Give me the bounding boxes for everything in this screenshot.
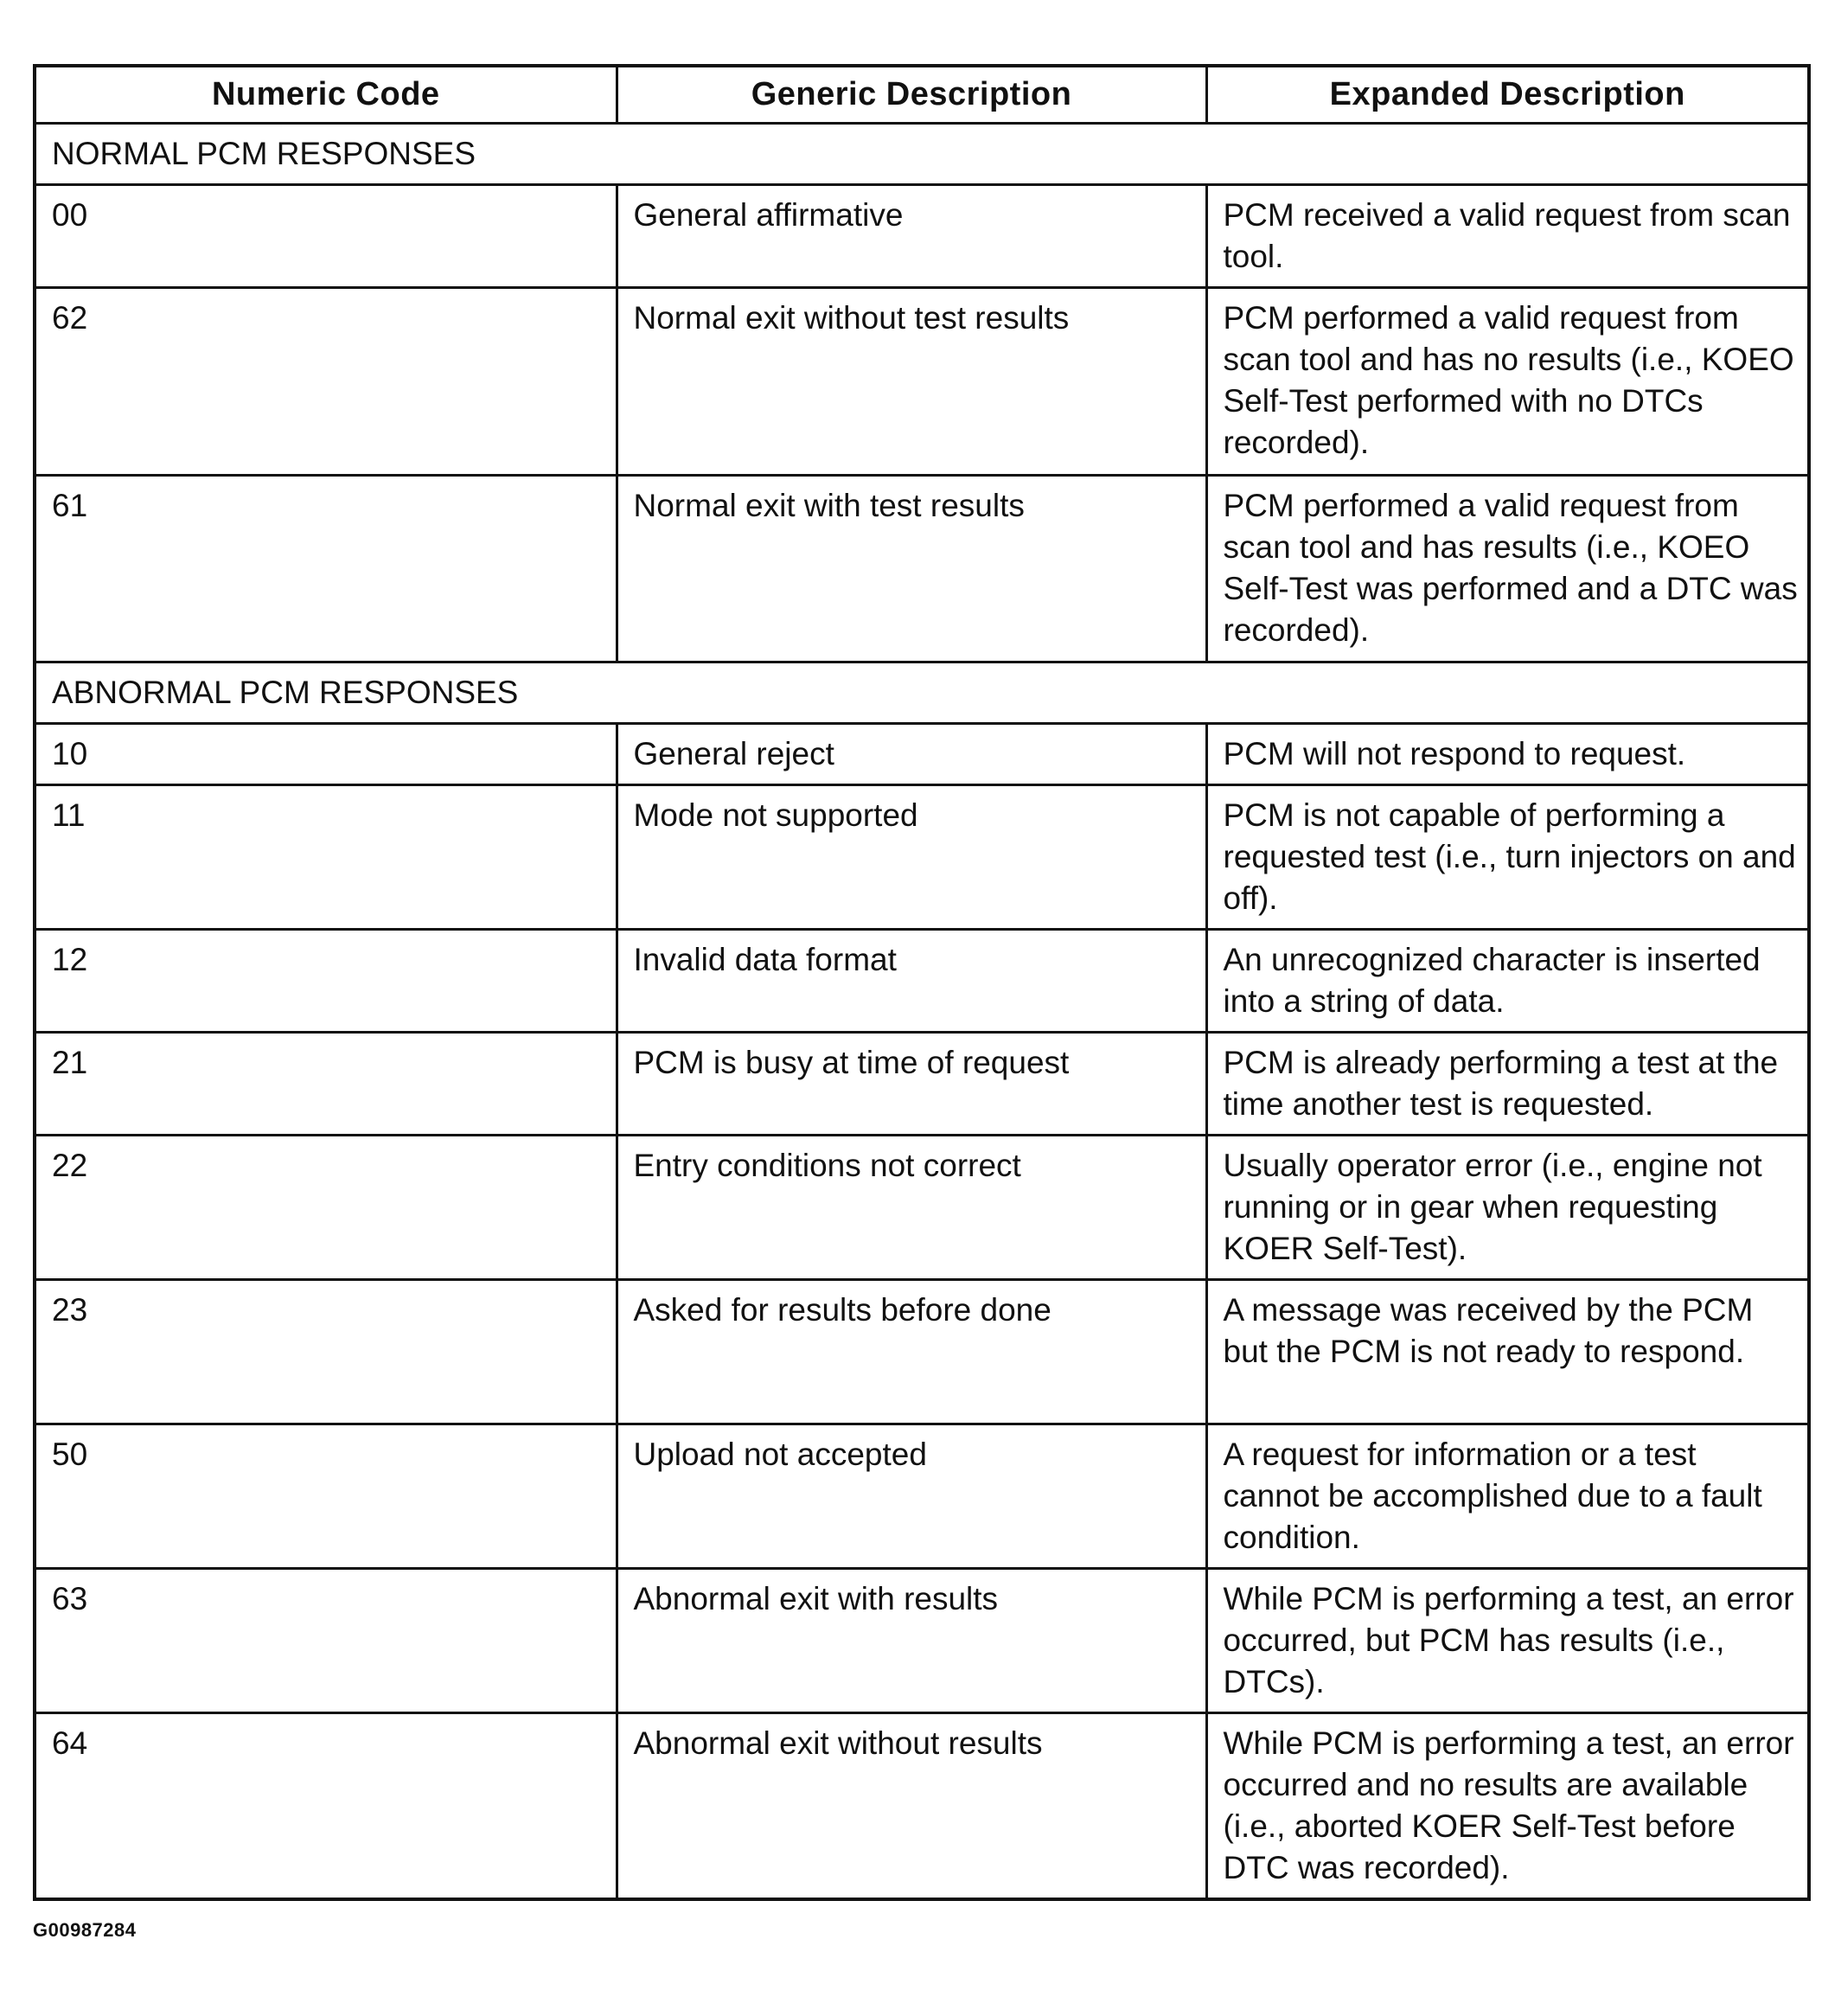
section-title-abnormal: ABNORMAL PCM RESPONSES	[35, 662, 1809, 724]
table-row	[35, 785, 1809, 930]
generic-description-cell: Abnormal exit with results	[617, 1569, 1206, 1713]
generic-description-cell: Upload not accepted	[617, 1424, 1206, 1569]
code-cell: 11	[35, 785, 617, 930]
code-cell: 00	[35, 185, 617, 288]
section-row-abnormal	[35, 662, 1809, 724]
response-code-table-container	[33, 64, 1807, 1901]
table-row	[35, 1280, 1809, 1424]
generic-description-cell: General reject	[617, 724, 1206, 785]
expanded-description-cell: PCM performed a valid request from scan tool and has results (i.e., KOEO Self-Test was performed and a DTC was recorded).	[1206, 476, 1809, 662]
code-cell: 22	[35, 1136, 617, 1280]
generic-description-cell: Asked for results before done	[617, 1280, 1206, 1424]
code-cell: 61	[35, 476, 617, 662]
table-row	[35, 1713, 1809, 1900]
table-row	[35, 724, 1809, 785]
header-expanded-description: Expanded Description	[1206, 66, 1809, 124]
expanded-description-cell: PCM performed a valid request from scan tool and has no results (i.e., KOEO Self-Test performed with no DTCs recorded).	[1206, 288, 1809, 476]
table-row	[35, 930, 1809, 1033]
table-row	[35, 185, 1809, 288]
table-row	[35, 1569, 1809, 1713]
generic-description-cell: Mode not supported	[617, 785, 1206, 930]
table-row	[35, 1424, 1809, 1569]
expanded-description-cell: An unrecognized character is inserted into a string of data.	[1206, 930, 1809, 1033]
table-row	[35, 288, 1809, 476]
generic-description-cell: General affirmative	[617, 185, 1206, 288]
generic-description-cell: Normal exit with test results	[617, 476, 1206, 662]
code-cell: 21	[35, 1033, 617, 1136]
generic-description-cell: Invalid data format	[617, 930, 1206, 1033]
expanded-description-cell: While PCM is performing a test, an error occurred, but PCM has results (i.e., DTCs).	[1206, 1569, 1809, 1713]
expanded-description-cell: PCM is already performing a test at the time another test is requested.	[1206, 1033, 1809, 1136]
table-header-row	[35, 66, 1809, 124]
generic-description-cell: Abnormal exit without results	[617, 1713, 1206, 1900]
expanded-description-cell: Usually operator error (i.e., engine not running or in gear when requesting KOER Self-Test).	[1206, 1136, 1809, 1280]
expanded-description-cell: PCM will not respond to request.	[1206, 724, 1809, 785]
code-cell: 10	[35, 724, 617, 785]
table-row	[35, 1136, 1809, 1280]
expanded-description-cell: PCM received a valid request from scan tool.	[1206, 185, 1809, 288]
table-row	[35, 1033, 1809, 1136]
table-row	[35, 476, 1809, 662]
header-generic-description: Generic Description	[617, 66, 1206, 124]
code-cell: 12	[35, 930, 617, 1033]
section-title-normal: NORMAL PCM RESPONSES	[35, 124, 1809, 185]
section-row-normal	[35, 124, 1809, 185]
code-cell: 50	[35, 1424, 617, 1569]
expanded-description-cell: A request for information or a test cannot be accomplished due to a fault condition.	[1206, 1424, 1809, 1569]
code-cell: 62	[35, 288, 617, 476]
header-numeric-code: Numeric Code	[35, 66, 617, 124]
pcm-response-code-table	[33, 64, 1811, 1901]
code-cell: 23	[35, 1280, 617, 1424]
generic-description-cell: Normal exit without test results	[617, 288, 1206, 476]
code-cell: 64	[35, 1713, 617, 1900]
generic-description-cell: Entry conditions not correct	[617, 1136, 1206, 1280]
expanded-description-cell: PCM is not capable of performing a requested test (i.e., turn injectors on and off).	[1206, 785, 1809, 930]
figure-id-label: G00987284	[33, 1919, 137, 1941]
generic-description-cell: PCM is busy at time of request	[617, 1033, 1206, 1136]
expanded-description-cell: A message was received by the PCM but the PCM is not ready to respond.	[1206, 1280, 1809, 1424]
code-cell: 63	[35, 1569, 617, 1713]
expanded-description-cell: While PCM is performing a test, an error occurred and no results are available (i.e., aborted KOER Self-Test before DTC was recorded).	[1206, 1713, 1809, 1900]
